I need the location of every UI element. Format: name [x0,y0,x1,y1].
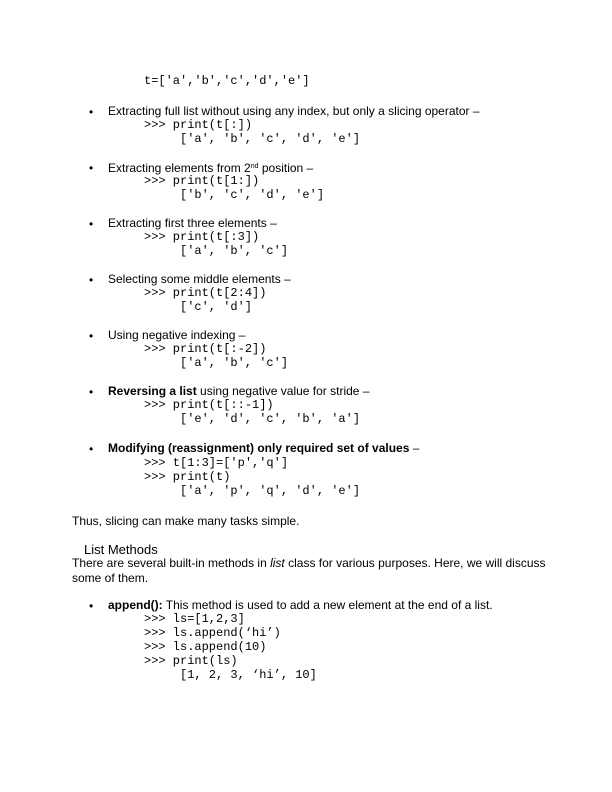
code-line: >>> print(t[:-2]) [144,342,267,356]
code-line: >>> ls=[1,2,3] [144,612,245,626]
code-line: >>> print(t[:3]) [144,230,260,244]
code-output: ['b', 'c', 'd', 'e'] [180,188,325,202]
code-output: ['a', 'b', 'c'] [180,356,289,370]
slice-label-negative: Using negative indexing – [108,328,246,342]
bullet-dot: • [89,442,94,456]
bullet-dot: • [89,329,94,343]
ordinal-suffix: nd [250,163,259,170]
bullet-dot: • [89,385,94,399]
section-intro [72,556,552,586]
label-text: position – [258,161,314,175]
code-output: ['a', 'b', 'c', 'd', 'e'] [180,132,361,146]
slice-label-from-second [108,160,313,175]
intro-text: There are several built-in methods in [72,556,271,570]
assignment-code: t=['a','b','c','d','e'] [144,74,310,88]
slice-label-middle: Selecting some middle elements – [108,272,291,286]
code-line: >>> ls.append(10) [144,640,267,654]
method-append-description [108,598,493,612]
bullet-dot: • [89,273,94,287]
bullet-dot: • [89,105,94,119]
code-line: >>> print(t[::-1]) [144,398,274,412]
slice-label-modify [108,441,419,455]
code-line: >>> t[1:3]=['p','q'] [144,456,289,470]
code-output: ['e', 'd', 'c', 'b', 'a'] [180,412,361,426]
code-output: [1, 2, 3, ‘hi’, 10] [180,668,317,682]
label-text: using negative value for stride – [196,384,370,398]
code-output: ['a', 'b', 'c'] [180,244,289,258]
code-line: >>> print(ls) [144,654,238,668]
code-line: >>> ls.append(‘hi’) [144,626,281,640]
label-text: Extracting elements from 2 [108,161,251,175]
label-bold: Modifying (reassignment) only required set of values [108,441,410,455]
intro-text: class for various purposes. Here, we will discuss some of them. [72,556,546,585]
method-name: append(): [108,598,163,612]
conclusion-text: Thus, slicing can make many tasks simple. [72,514,300,528]
label-bold: Reversing a list [108,384,197,398]
bullet-dot: • [89,217,94,231]
label-text: – [409,441,420,455]
intro-emphasis: list [270,556,285,570]
section-title: List Methods [84,542,158,557]
code-line: >>> print(t[:]) [144,118,253,132]
slice-label-reverse [108,384,370,398]
slice-label-full: Extracting full list without using any index, but only a slicing operator – [108,104,480,118]
code-line: >>> print(t[1:]) [144,174,260,188]
code-line: >>> print(t) [144,470,231,484]
code-output: ['a', 'p', 'q', 'd', 'e'] [180,484,361,498]
code-line: >>> print(t[2:4]) [144,286,267,300]
bullet-dot: • [89,599,94,613]
method-desc: This method is used to add a new element at the end of a list. [162,598,493,612]
code-output: ['c', 'd'] [180,300,253,314]
slice-label-first-three: Extracting first three elements – [108,216,277,230]
bullet-dot: • [89,161,94,175]
